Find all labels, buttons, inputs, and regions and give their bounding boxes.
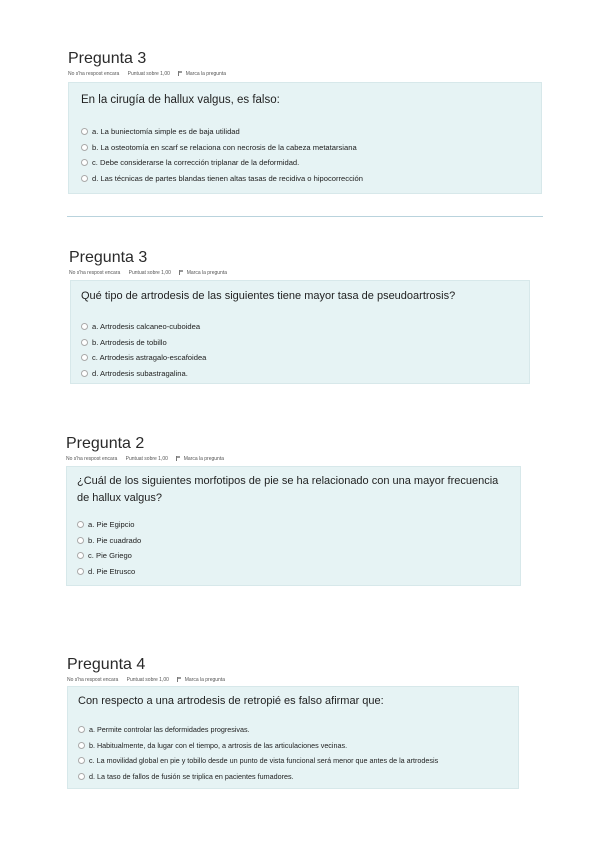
status-text: No s'ha respost encara	[68, 71, 120, 77]
points-text: Puntuat sobre 1,00	[125, 456, 168, 462]
radio-button[interactable]	[77, 552, 84, 559]
radio-button[interactable]	[78, 757, 85, 764]
points-text: Puntuat sobre 1,00	[128, 270, 171, 276]
divider	[67, 216, 543, 217]
answer-option-a[interactable]: a. Pie Egipcio	[77, 517, 510, 533]
answer-option-b[interactable]: b. Artrodesis de tobillo	[81, 335, 519, 351]
question-4	[67, 656, 232, 684]
answer-option-b[interactable]: b. Habitualmente, da lugar con el tiempo, a artrosis de las articulaciones vecinas.	[78, 738, 508, 754]
question-meta	[66, 455, 231, 463]
answer-option-b[interactable]: b. La osteotomía en scarf se relaciona con necrosis de la cabeza metatarsiana	[81, 140, 529, 156]
radio-button[interactable]	[78, 773, 85, 780]
flag-question-link[interactable]: Marca la pregunta	[177, 677, 225, 683]
answer-option-c[interactable]: c. Debe considerarse la corrección triplanar de la deformidad.	[81, 155, 529, 171]
status-text: No s'ha respost encara	[67, 677, 119, 683]
question-text: En la cirugía de hallux valgus, es falso:	[81, 94, 280, 106]
flag-question-link[interactable]: Marca la pregunta	[178, 71, 226, 77]
radio-button[interactable]	[81, 370, 88, 377]
answer-option-a[interactable]: a. La buniectomía simple es de baja utilidad	[81, 124, 529, 140]
question-box-2	[70, 280, 530, 384]
radio-button[interactable]	[81, 175, 88, 182]
answer-option-b[interactable]: b. Pie cuadrado	[77, 533, 510, 549]
flag-question-link[interactable]: Marca la pregunta	[179, 270, 227, 276]
radio-button[interactable]	[81, 354, 88, 361]
radio-button[interactable]	[81, 128, 88, 135]
flag-icon	[176, 456, 181, 461]
answer-option-a[interactable]: a. Artrodesis calcaneo-cuboidea	[81, 319, 519, 335]
answer-option-a[interactable]: a. Permite controlar las deformidades progresivas.	[78, 722, 508, 738]
flag-icon	[179, 270, 184, 275]
radio-button[interactable]	[81, 339, 88, 346]
answer-option-c[interactable]: c. La movilidad global en pie y tobillo desde un punto de vista funcional será menor que antes de la artrodesis	[78, 753, 508, 769]
answer-options	[78, 722, 508, 784]
question-box-1	[68, 82, 542, 194]
question-title: Pregunta 3	[69, 249, 148, 266]
radio-button[interactable]	[78, 742, 85, 749]
question-meta	[68, 70, 233, 78]
answer-option-d[interactable]: d. Pie Etrusco	[77, 564, 510, 580]
question-box-4	[67, 686, 519, 789]
radio-button[interactable]	[81, 144, 88, 151]
question-1	[68, 50, 233, 78]
flag-question-link[interactable]: Marca la pregunta	[176, 456, 224, 462]
question-meta	[67, 676, 232, 684]
answer-option-c[interactable]: c. Pie Griego	[77, 548, 510, 564]
question-3	[66, 435, 231, 463]
question-title: Pregunta 2	[66, 435, 145, 452]
flag-icon	[177, 677, 182, 682]
question-text: Qué tipo de artrodesis de las siguientes tiene mayor tasa de pseudoartrosis?	[81, 290, 456, 302]
points-text: Puntuat sobre 1,00	[127, 71, 170, 77]
radio-button[interactable]	[78, 726, 85, 733]
question-text: ¿Cuál de los siguientes morfotipos de pie se ha relacionado con una mayor frecuencia de hallux valgus?	[77, 475, 499, 504]
radio-button[interactable]	[77, 521, 84, 528]
answer-options	[81, 319, 519, 381]
answer-option-d[interactable]: d. Artrodesis subastragalina.	[81, 366, 519, 382]
question-box-3	[66, 466, 521, 586]
answer-options	[81, 124, 529, 186]
points-text: Puntuat sobre 1,00	[126, 677, 169, 683]
answer-option-c[interactable]: c. Artrodesis astragalo-escafoidea	[81, 350, 519, 366]
question-meta	[69, 269, 234, 277]
answer-option-d[interactable]: d. Las técnicas de partes blandas tienen altas tasas de recidiva o hipocorrección	[81, 171, 529, 187]
question-2	[69, 249, 234, 277]
flag-icon	[178, 71, 183, 76]
radio-button[interactable]	[81, 159, 88, 166]
question-title: Pregunta 3	[68, 50, 147, 67]
question-text: Con respecto a una artrodesis de retropié es falso afirmar que:	[78, 695, 384, 707]
radio-button[interactable]	[77, 537, 84, 544]
status-text: No s'ha respost encara	[69, 270, 121, 276]
radio-button[interactable]	[81, 323, 88, 330]
radio-button[interactable]	[77, 568, 84, 575]
answer-options	[77, 517, 510, 579]
answer-option-d[interactable]: d. La taso de fallos de fusión se triplica en pacientes fumadores.	[78, 769, 508, 785]
status-text: No s'ha respost encara	[66, 456, 118, 462]
question-title: Pregunta 4	[67, 656, 146, 673]
